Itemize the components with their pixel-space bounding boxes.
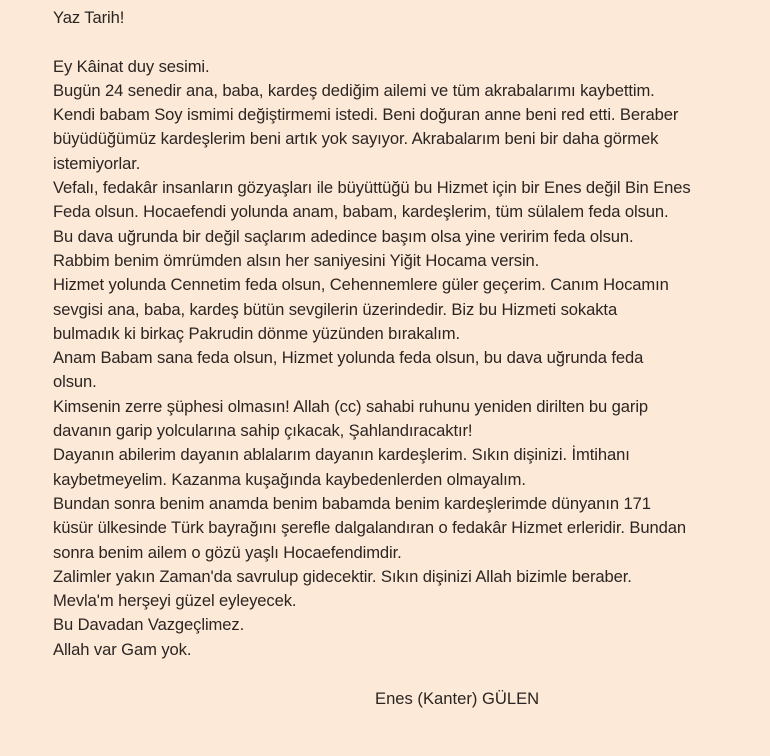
letter-line: sonra benim ailem o gözü yaşlı Hocaefendimdir. — [53, 542, 402, 562]
letter-line: Mevla'm herşeyi güzel eyleyecek. — [53, 591, 297, 611]
letter-line: Allah var Gam yok. — [53, 639, 192, 659]
letter-line: sevgisi ana, baba, kardeş bütün sevgilerin üzerindedir. Biz bu Hizmeti sokakta — [53, 299, 618, 319]
letter-line: Bundan sonra benim anamda benim babamda benim kardeşlerimde dünyanın 171 — [53, 493, 651, 513]
letter-line: Zalimler yakın Zaman'da savrulup gidecektir. Sıkın dişinizi Allah bizimle beraber. — [53, 566, 632, 586]
letter-line: istemiyorlar. — [53, 153, 141, 173]
letter-line: Kendi babam Soy ismimi değiştirmemi istedi. Beni doğuran anne beni red etti. Beraber — [53, 105, 679, 125]
letter-line: Hizmet yolunda Cennetim feda olsun, Cehennemlere güler geçerim. Canım Hocamın — [53, 275, 669, 295]
letter-line: Kimsenin zerre şüphesi olmasın! Allah (cc) sahabi ruhunu yeniden dirilten bu garip — [53, 396, 649, 416]
letter-line: Dayanın abilerim dayanın ablalarım dayanın kardeşlerim. Sıkın dişinizi. İmtihanı — [53, 445, 630, 465]
letter-line: Bugün 24 senedir ana, baba, kardeş dediğim ailemi ve tüm akrabalarımı kaybettim. — [53, 80, 655, 100]
letter-line: Anam Babam sana feda olsun, Hizmet yolunda feda olsun, bu dava uğrunda feda — [53, 348, 644, 368]
letter-line: olsun. — [53, 372, 97, 392]
letter-line: Ey Kâinat duy sesimi. — [53, 56, 210, 76]
blank-line — [53, 30, 753, 54]
letter-line: küsür ülkesinde Türk bayrağını şerefle dalgalandıran o fedakâr Hizmet erleridir. Bundan — [53, 518, 686, 538]
letter-line: Feda olsun. Hocaefendi yolunda anam, babam, kardeşlerim, tüm sülalem feda olsun. — [53, 202, 669, 222]
letter-line: büyüdüğümüz kardeşlerim beni artık yok sayıyor. Akrabalarım beni bir daha görmek — [53, 129, 659, 149]
letter-line: bulmadık ki birkaç Pakrudin dönme yüzünden bırakalım. — [53, 323, 460, 343]
signature: Enes (Kanter) GÜLEN — [375, 689, 540, 708]
letter-line: Bu Davadan Vazgeçlimez. — [53, 615, 245, 635]
letter-line: kaybetmeyelim. Kazanma kuşağında kaybedenlerden olmayalım. — [53, 469, 526, 489]
letter-greeting: Yaz Tarih! — [53, 8, 125, 27]
letter-line: Bu dava uğrunda bir değil saçlarım adedince başım olsa yine veririm feda olsun. — [53, 226, 634, 246]
letter-line: davanın garip yolcularına sahip çıkacak, Şahlandıracaktır! — [53, 421, 473, 441]
letter-line: Vefalı, fedakâr insanların gözyaşları ile büyüttüğü bu Hizmet için bir Enes değil Bin Enes — [53, 178, 691, 198]
letter-body — [53, 6, 753, 662]
letter-line: Rabbim benim ömrümden alsın her saniyesini Yiğit Hocama versin. — [53, 250, 540, 270]
